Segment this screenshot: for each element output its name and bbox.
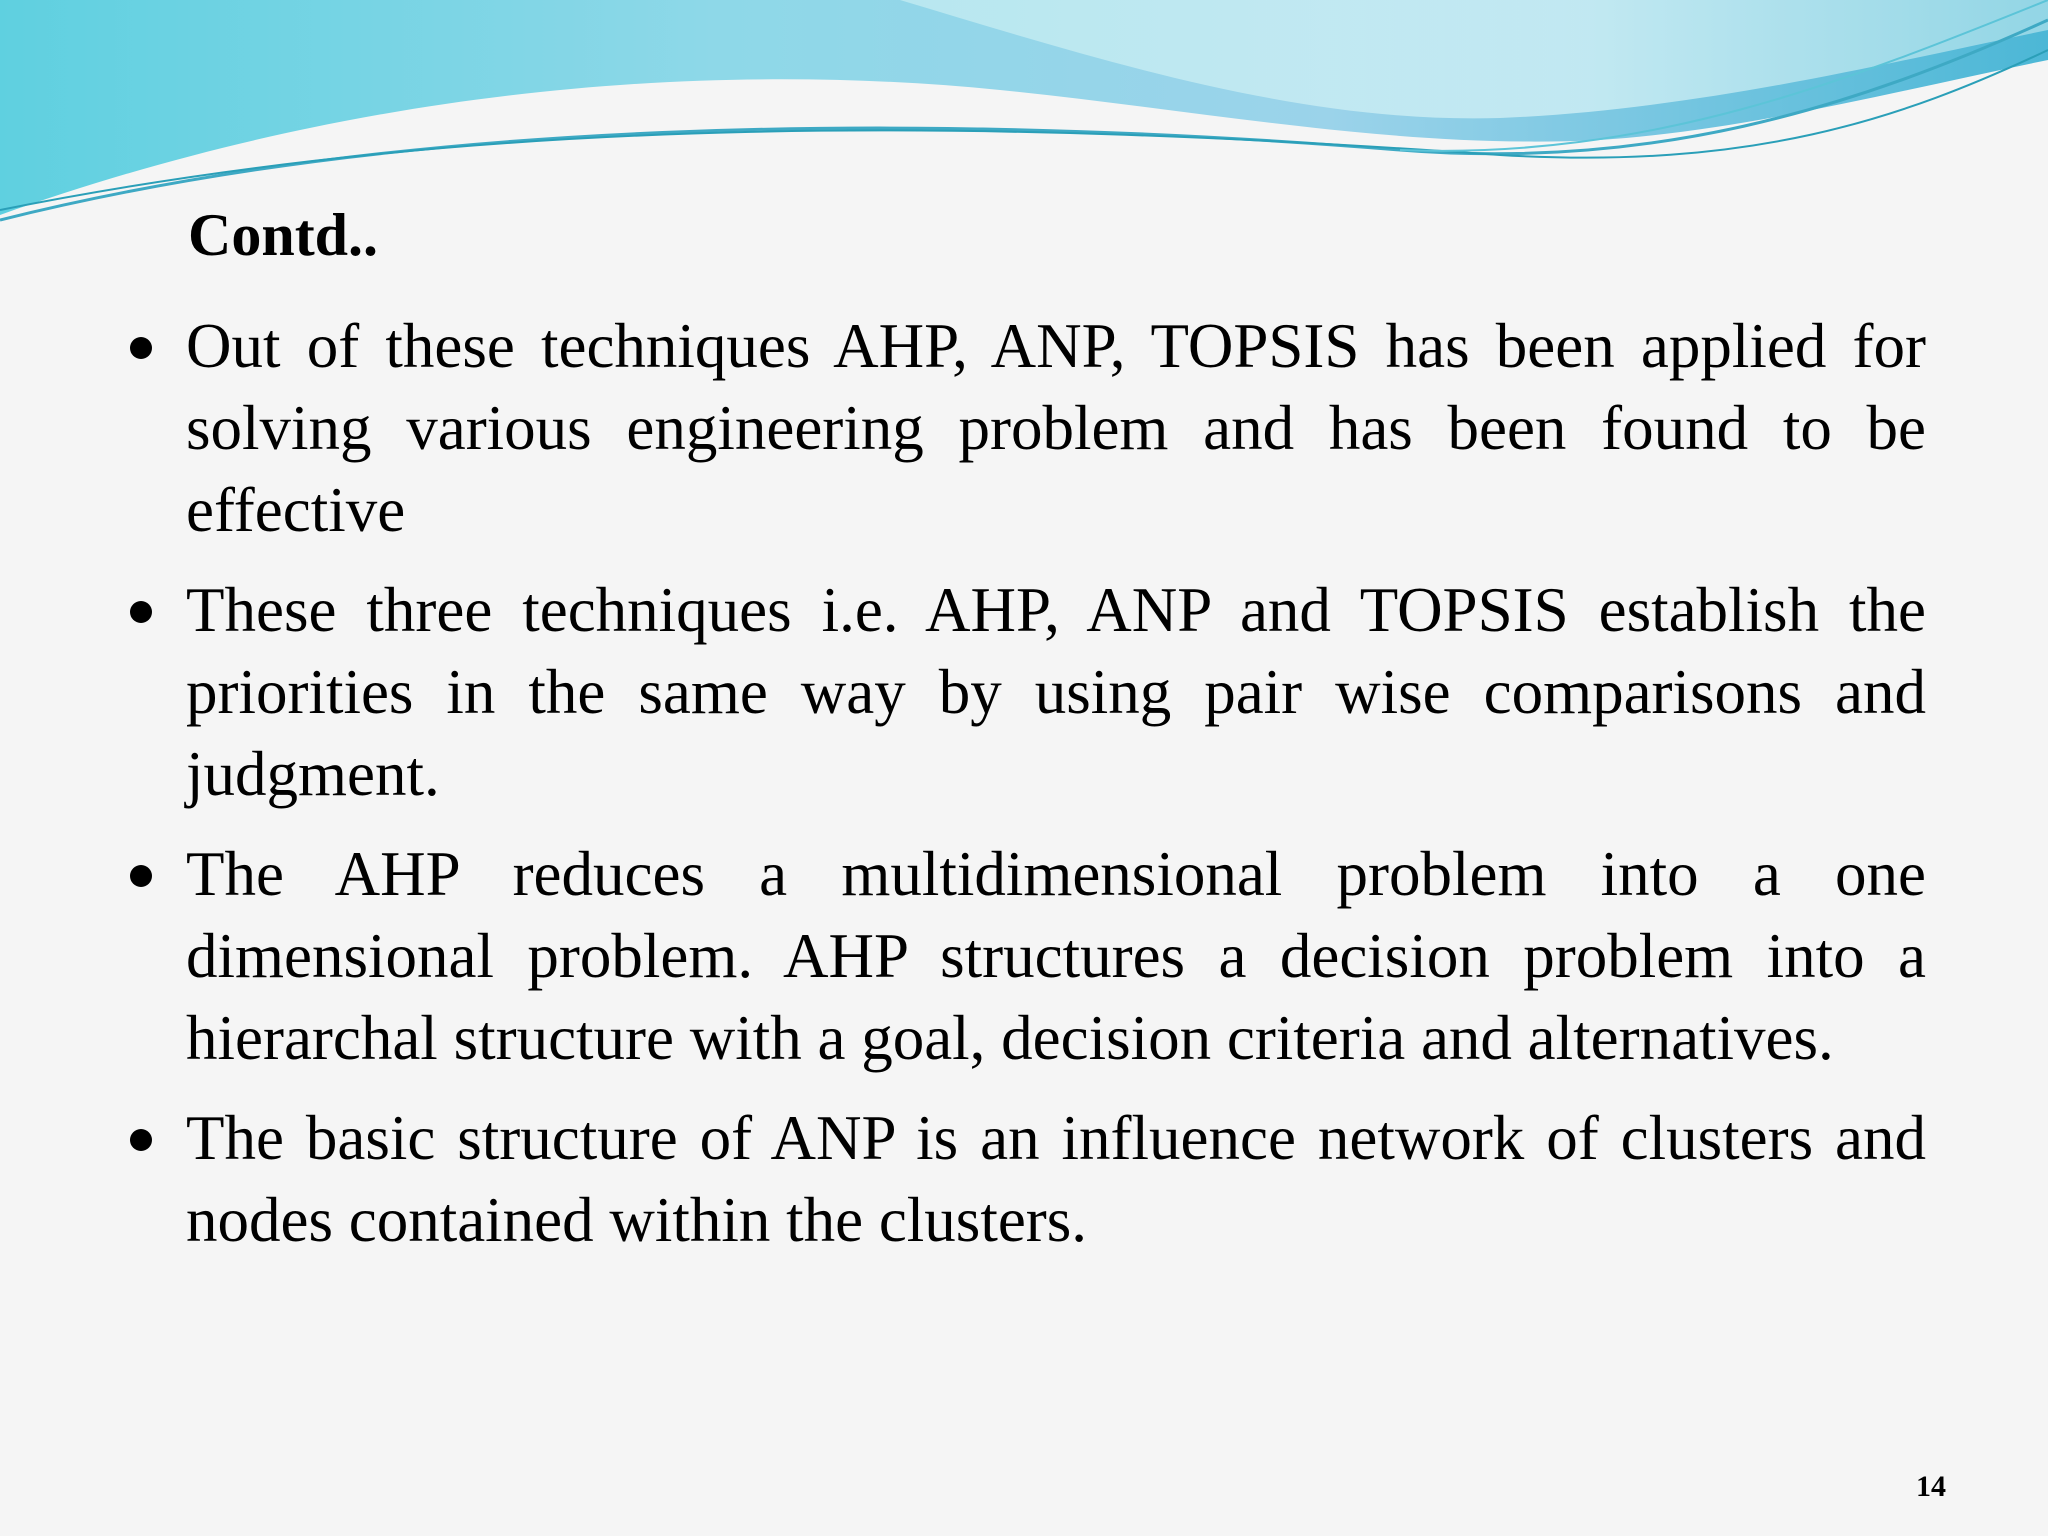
bullet-item [118, 569, 1926, 815]
bullet-list [118, 305, 1926, 1279]
bullet-item [118, 305, 1926, 551]
bullet-icon [130, 337, 152, 359]
bullet-icon [130, 601, 152, 623]
bullet-text: Out of these techniques AHP, ANP, TOPSIS has been applied for solving various engineering problem and has been found to be effective [186, 311, 1926, 545]
bullet-item [118, 1097, 1926, 1261]
slide-title: Contd.. [188, 202, 379, 268]
bullet-text: The AHP reduces a multidimensional problem into a one dimensional problem. AHP structures a decision problem into a hierarchal structure with a goal, decision criteria and alternatives. [186, 839, 1926, 1073]
bullet-item [118, 833, 1926, 1079]
bullet-text: These three techniques i.e. AHP, ANP and TOPSIS establish the priorities in the same way by using pair wise comparisons and judgment. [186, 575, 1926, 809]
bullet-icon [130, 865, 152, 887]
bullet-text: The basic structure of ANP is an influence network of clusters and nodes contained within the clusters. [186, 1103, 1926, 1255]
bullet-icon [130, 1129, 152, 1151]
slide-number: 14 [1916, 1470, 1946, 1503]
